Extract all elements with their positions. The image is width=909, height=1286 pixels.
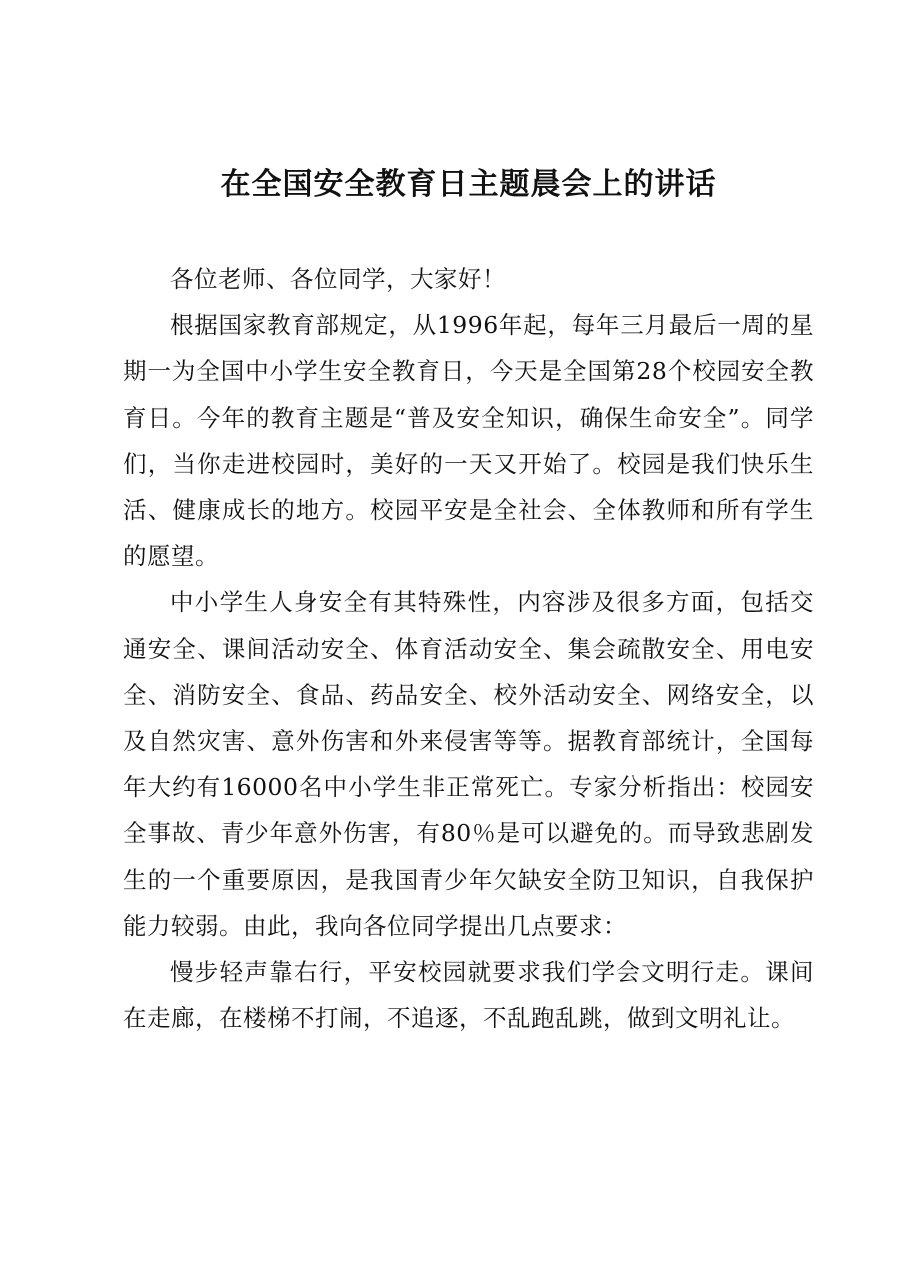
- paragraph-safety-day-intro: 根据国家教育部规定，从1996年起，每年三月最后一周的星期一为全国中小学生安全教育日，今天是全国第28个校园安全教育日。今年的教育主题是“普及安全知识，确保生命安全”。同学们，当你走进校园时，美好的一天又开始了。校园是我们快乐生活、健康成长的地方。校园平安是全社会、全体教师和所有学生的愿望。: [123, 311, 814, 571]
- paragraph-walking-rule: 慢步轻声靠右行，平安校园就要求我们学会文明行走。课间在走廊，在楼梯不打闹，不追逐，不乱跑乱跳，做到文明礼让。: [123, 958, 814, 1033]
- paragraph-safety-aspects: 中小学生人身安全有其特殊性，内容涉及很多方面，包括交通安全、课间活动安全、体育活动安全、集会疏散安全、用电安全、消防安全、食品、药品安全、校外活动安全、网络安全，以及自然灾害、意外伤害和外来侵害等等。据教育部统计，全国每年大约有16000名中小学生非正常死亡。专家分析指出：校园安全事故、青少年意外伤害，有80％是可以避免的。而导致悲剧发生的一个重要原因，是我国青少年欠缺安全防卫知识，自我保护能力较弱。由此，我向各位同学提出几点要求：: [123, 588, 814, 940]
- document-body: [123, 256, 814, 1041]
- paragraph-greeting: 各位老师、各位同学，大家好！: [170, 265, 506, 293]
- document-title: 在全国安全教育日主题晨会上的讲话: [220, 167, 717, 202]
